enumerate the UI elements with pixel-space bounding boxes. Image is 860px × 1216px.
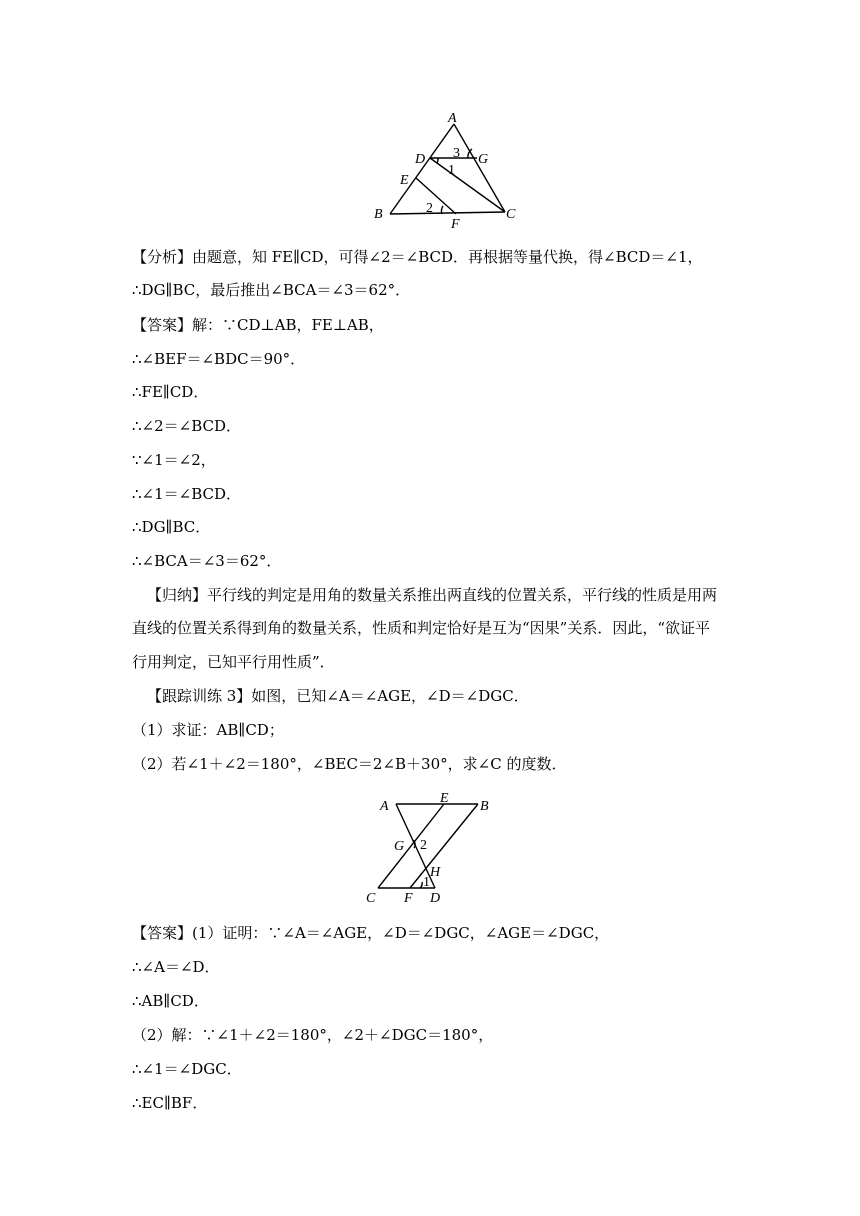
summary-line-3: 行用判定，已知平行用性质”． — [132, 653, 335, 671]
label-C: C — [506, 207, 516, 222]
label-A: A — [380, 799, 389, 814]
exercise-question-1: （1）求证：AB∥CD； — [132, 721, 284, 739]
label-E: E — [440, 791, 449, 806]
segment-AC — [454, 124, 505, 212]
answer2-line-3: ∴AB∥CD． — [132, 992, 209, 1010]
label-G: G — [478, 152, 489, 167]
answer1-line-3: ∴FE∥CD． — [132, 383, 209, 401]
angle-3-label: 3 — [453, 146, 460, 161]
answer1-line-2: ∴∠BEF＝∠BDC＝90°． — [132, 350, 306, 368]
label-D: D — [430, 891, 441, 906]
angle-1-label: 1 — [423, 875, 430, 890]
answer1-line-4: ∴∠2＝∠BCD． — [132, 417, 242, 435]
angle-2-label: 2 — [420, 838, 427, 853]
triangle-figure — [360, 108, 530, 228]
angle-1-arc — [420, 882, 422, 888]
label-E: E — [400, 173, 409, 188]
answer1-line-8: ∴∠BCA＝∠3＝62°． — [132, 552, 282, 570]
segment-EF — [416, 178, 456, 214]
answer1-line-5: ∵∠1＝∠2， — [132, 451, 216, 469]
angle-2-label: 2 — [426, 201, 433, 216]
answer1-line-7: ∴DG∥BC． — [132, 518, 211, 536]
label-B: B — [374, 207, 383, 222]
label-F: F — [451, 217, 460, 228]
label-H: H — [430, 865, 441, 880]
label-F: F — [404, 891, 413, 906]
angle-1-label: 1 — [448, 163, 455, 178]
label-D: D — [415, 152, 426, 167]
exercise-title: 【跟踪训练 3】如图，已知∠A＝∠AGE，∠D＝∠DGC． — [147, 687, 529, 705]
segment-DC — [430, 158, 505, 212]
summary-line-1: 【归纳】平行线的判定是用角的数量关系推出两直线的位置关系，平行线的性质是用两 — [147, 586, 718, 604]
answer2-line-4: （2）解：∵∠1＋∠2＝180°，∠2＋∠DGC＝180°， — [132, 1026, 494, 1044]
analysis-line-2: ∴DG∥BC，最后推出∠BCA＝∠3＝62°． — [132, 281, 411, 299]
angle-1-arc — [437, 158, 438, 163]
answer2-line-6: ∴EC∥BF． — [132, 1094, 208, 1112]
answer1-line-6: ∴∠1＝∠BCD． — [132, 485, 242, 503]
parallel-lines-figure — [360, 788, 510, 908]
label-A: A — [448, 111, 457, 126]
answer1-line-1: 【答案】解：∵CD⊥AB，FE⊥AB， — [132, 316, 384, 334]
summary-line-2: 直线的位置关系得到角的数量关系，性质和判定恰好是互为“因果”关系．因此，“欲证平 — [132, 619, 711, 637]
answer2-line-2: ∴∠A＝∠D． — [132, 958, 220, 976]
answer2-line-5: ∴∠1＝∠DGC． — [132, 1060, 242, 1078]
label-B: B — [480, 799, 489, 814]
analysis-line-1: 【分析】由题意，知 FE∥CD，可得∠2＝∠BCD．再根据等量代换，得∠BCD＝∠1， — [132, 248, 703, 266]
label-C: C — [366, 891, 376, 906]
exercise-question-2: （2）若∠1＋∠2＝180°，∠BEC＝2∠B＋30°，求∠C 的度数． — [132, 755, 567, 773]
label-G: G — [394, 839, 405, 854]
answer2-line-1: 【答案】(1）证明：∵∠A＝∠AGE，∠D＝∠DGC，∠AGE＝∠DGC， — [132, 924, 610, 942]
segment-BC — [390, 212, 505, 214]
